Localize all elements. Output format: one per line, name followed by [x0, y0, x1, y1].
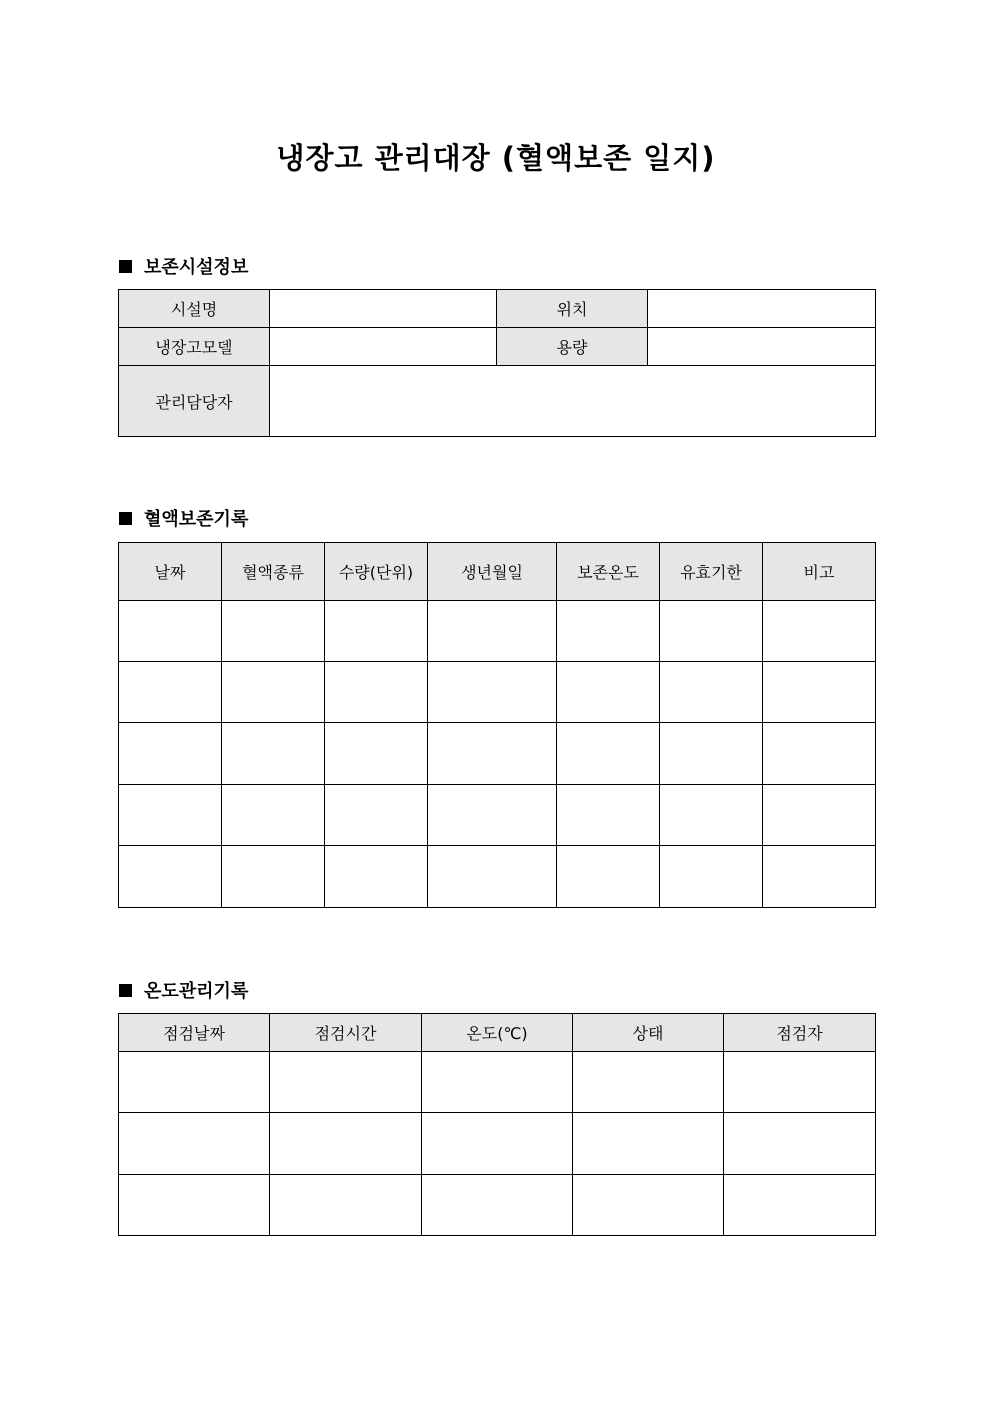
blood-cell[interactable] [119, 785, 222, 846]
blood-cell[interactable] [763, 723, 876, 785]
table-row [119, 1052, 876, 1113]
temp-col-header: 상태 [573, 1014, 724, 1052]
temp-col-header: 온도(℃) [422, 1014, 573, 1052]
temp-cell[interactable] [119, 1175, 270, 1236]
blood-cell[interactable] [222, 601, 325, 662]
temp-cell[interactable] [724, 1113, 876, 1175]
square-bullet-icon [119, 260, 132, 273]
table-row [119, 601, 876, 662]
blood-col-header: 비고 [763, 543, 876, 601]
temp-col-header: 점검시간 [270, 1014, 422, 1052]
temp-cell[interactable] [270, 1052, 422, 1113]
blood-cell[interactable] [222, 662, 325, 723]
location-label: 위치 [497, 290, 648, 328]
blood-cell[interactable] [325, 601, 428, 662]
temp-section-heading [119, 977, 248, 1003]
temp-cell[interactable] [119, 1113, 270, 1175]
blood-cell[interactable] [428, 662, 557, 723]
temp-cell[interactable] [270, 1175, 422, 1236]
blood-section-heading [119, 505, 248, 531]
blood-cell[interactable] [557, 785, 660, 846]
blood-cell[interactable] [660, 785, 763, 846]
blood-cell[interactable] [119, 662, 222, 723]
blood-cell[interactable] [222, 785, 325, 846]
blood-cell[interactable] [325, 723, 428, 785]
square-bullet-icon [119, 512, 132, 525]
blood-cell[interactable] [557, 662, 660, 723]
table-row [119, 785, 876, 846]
blood-cell[interactable] [660, 846, 763, 908]
manager-field[interactable] [270, 366, 876, 437]
blood-col-header: 보존온도 [557, 543, 660, 601]
blood-cell[interactable] [660, 662, 763, 723]
capacity-field[interactable] [648, 328, 876, 366]
table-row [119, 662, 876, 723]
blood-col-header: 날짜 [119, 543, 222, 601]
temp-col-header: 점검자 [724, 1014, 876, 1052]
location-field[interactable] [648, 290, 876, 328]
blood-record-table [118, 542, 876, 908]
blood-col-header: 혈액종류 [222, 543, 325, 601]
blood-section-title: 혈액보존기록 [144, 509, 249, 530]
blood-cell[interactable] [763, 662, 876, 723]
blood-cell[interactable] [119, 846, 222, 908]
temp-cell[interactable] [119, 1052, 270, 1113]
facility-info-table [118, 289, 876, 437]
blood-cell[interactable] [557, 723, 660, 785]
blood-cell[interactable] [557, 846, 660, 908]
temp-section-title: 온도관리기록 [144, 981, 249, 1002]
fridge-model-field[interactable] [270, 328, 497, 366]
blood-col-header: 유효기한 [660, 543, 763, 601]
blood-cell[interactable] [325, 785, 428, 846]
blood-cell[interactable] [660, 601, 763, 662]
temp-cell[interactable] [422, 1113, 573, 1175]
blood-cell[interactable] [428, 785, 557, 846]
blood-cell[interactable] [428, 601, 557, 662]
page-title: 냉장고 관리대장 (혈액보존 일지) [276, 141, 716, 175]
temp-cell[interactable] [573, 1175, 724, 1236]
blood-col-header: 생년월일 [428, 543, 557, 601]
temp-cell[interactable] [422, 1052, 573, 1113]
blood-col-header: 수량(단위) [325, 543, 428, 601]
facility-name-field[interactable] [270, 290, 497, 328]
manager-label: 관리담당자 [119, 366, 270, 437]
blood-cell[interactable] [660, 723, 763, 785]
table-row [119, 1175, 876, 1236]
blood-cell[interactable] [119, 601, 222, 662]
blood-cell[interactable] [428, 846, 557, 908]
temp-cell[interactable] [724, 1052, 876, 1113]
blood-cell[interactable] [763, 846, 876, 908]
blood-cell[interactable] [325, 662, 428, 723]
facility-name-label: 시설명 [119, 290, 270, 328]
table-row [119, 723, 876, 785]
table-row [119, 1113, 876, 1175]
blood-cell[interactable] [428, 723, 557, 785]
table-row [119, 846, 876, 908]
fridge-model-label: 냉장고모델 [119, 328, 270, 366]
blood-cell[interactable] [763, 785, 876, 846]
blood-cell[interactable] [763, 601, 876, 662]
temp-cell[interactable] [724, 1175, 876, 1236]
temperature-record-table [118, 1013, 876, 1236]
square-bullet-icon [119, 984, 132, 997]
blood-cell[interactable] [119, 723, 222, 785]
temp-col-header: 점검날짜 [119, 1014, 270, 1052]
temp-cell[interactable] [573, 1113, 724, 1175]
blood-cell[interactable] [325, 846, 428, 908]
temp-cell[interactable] [422, 1175, 573, 1236]
blood-cell[interactable] [222, 723, 325, 785]
temp-cell[interactable] [573, 1052, 724, 1113]
facility-section-heading [119, 253, 248, 279]
capacity-label: 용량 [497, 328, 648, 366]
facility-section-title: 보존시설정보 [144, 257, 249, 278]
blood-cell[interactable] [222, 846, 325, 908]
temp-cell[interactable] [270, 1113, 422, 1175]
blood-cell[interactable] [557, 601, 660, 662]
